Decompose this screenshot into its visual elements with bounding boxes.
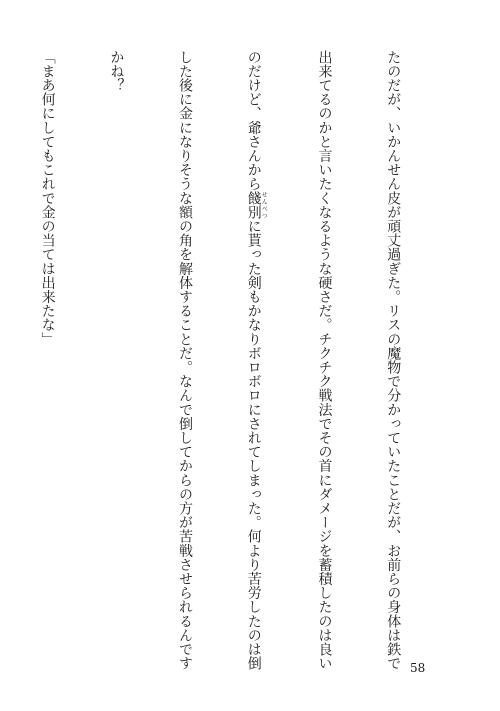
text-line-with-furigana: のだけど、爺さんから餞別せんべつに貰った剣もかなりボロボロにされてしまった。何より苦労したのは倒 bbox=[245, 50, 268, 671]
page-number: 58 bbox=[410, 661, 426, 675]
text-line: たのだが、いかんせん皮が頑丈過ぎた。リスの魔物で分かっていたことだが、お前らの身体は鉄で bbox=[385, 50, 402, 671]
text-line: した後に金になりそうな額の角を解体することだ。なんで倒してからの方が苦戦させられるんです bbox=[177, 50, 194, 671]
furigana-senbetsu: せんべつ bbox=[260, 191, 268, 220]
text-line: かね？ bbox=[108, 50, 125, 93]
furigana-ruby: 餞別せんべつ bbox=[245, 191, 268, 220]
text-line: 「まあ何にしてもこれで金の当ては出来たな」 bbox=[39, 50, 56, 347]
text-line: 出来てるのかと言いたくなるような硬さだ。チクチク戦法でその首にダメージを蓄積したのは良い bbox=[316, 50, 333, 671]
